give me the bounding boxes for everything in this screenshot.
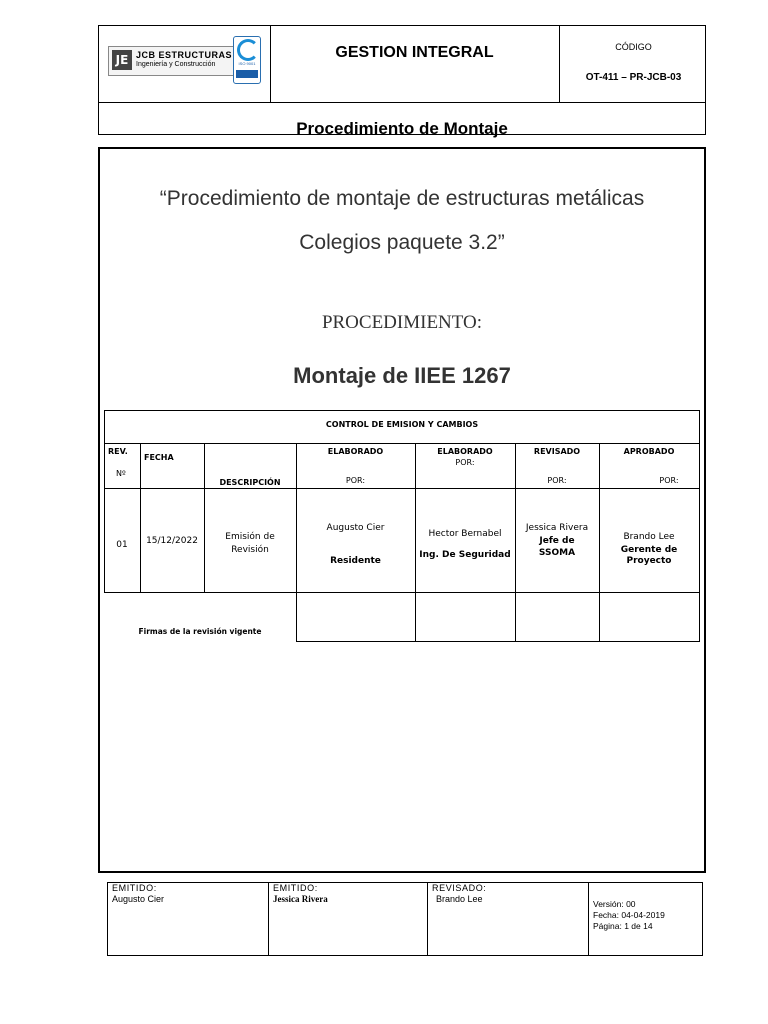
codigo-cell — [559, 26, 707, 102]
footer-revisado — [428, 883, 588, 955]
row-elab2-name: Hector Bernabel — [428, 529, 502, 539]
company-subtitle: Ingeniería y Construcción — [136, 61, 216, 68]
header-top-row — [99, 26, 705, 103]
codigo-label: CÓDIGO — [615, 42, 652, 52]
footer-version-block — [589, 883, 703, 955]
row-rev-name: Jessica Rivera — [525, 523, 589, 533]
footer-version: Versión: 00 — [593, 899, 636, 909]
logo-mark-icon: JE — [112, 50, 132, 70]
row-elab1-name: Augusto Cier — [326, 523, 385, 533]
cover-title-line2: Colegios paquete 3.2” — [299, 231, 505, 254]
footer-emitido-2 — [269, 883, 427, 955]
footer-emitido-1 — [108, 883, 268, 955]
logo-cell — [99, 26, 271, 102]
row-apr-role: Gerente de Proyecto — [620, 545, 678, 566]
row-elab1-role: Residente — [330, 556, 381, 566]
document-footer — [107, 882, 703, 956]
cover-title-line1: “Procedimiento de montaje de estructuras metálicas — [159, 187, 645, 210]
footer-emitido-1-label: EMITIDO: — [112, 883, 157, 893]
header-elaborado-1: ELABORADO — [327, 447, 384, 456]
footer-emitido-2-value: Jessica Rivera — [273, 894, 328, 904]
company-logo — [108, 38, 260, 86]
footer-revisado-label: REVISADO: — [432, 883, 487, 893]
footer-emitido-2-label: EMITIDO: — [273, 883, 318, 893]
header-por-2: POR: — [455, 458, 475, 467]
header-por-4: POR: — [659, 476, 679, 485]
footer-fecha: Fecha: 04-04-2019 — [593, 910, 665, 920]
iso-certification-icon: ISO 9001 — [233, 36, 261, 84]
codigo-value: OT-411 – PR-JCB-03 — [585, 72, 682, 83]
company-name: JCB ESTRUCTURAS — [136, 50, 233, 60]
header-title: GESTION INTEGRAL — [335, 44, 494, 61]
row-descripcion-2: Revisión — [231, 545, 269, 555]
header-descripcion: DESCRIPCIÓN — [219, 478, 281, 487]
header-por-1: POR: — [345, 476, 366, 485]
row-apr-name: Brando Lee — [623, 532, 675, 542]
header-num: Nº — [116, 469, 126, 478]
procedure-label: PROCEDIMIENTO: — [321, 312, 483, 333]
procedure-name: Montaje de IIEE 1267 — [293, 363, 511, 388]
control-table-title: CONTROL DE EMISION Y CAMBIOS — [325, 420, 479, 429]
document-subtitle: Procedimiento de Montaje — [296, 119, 508, 138]
footer-pagina: Página: 1 de 14 — [593, 921, 653, 931]
header-aprobado: APROBADO — [623, 447, 675, 456]
row-rev-role-1: Jefe de — [539, 536, 575, 546]
row-descripcion-1: Emisión de — [225, 532, 275, 542]
row-elab2-role: Ing. De Seguridad — [419, 550, 511, 560]
control-table — [104, 410, 700, 642]
header-elaborado-2: ELABORADO — [437, 447, 493, 456]
footer-revisado-value: Brando Lee — [436, 894, 483, 904]
row-rev: 01 — [116, 540, 128, 550]
footer-emitido-1-value: Augusto Cier — [112, 894, 165, 904]
row-fecha: 15/12/2022 — [146, 536, 198, 546]
header-revisado: REVISADO — [533, 447, 581, 456]
header-por-3: POR: — [547, 476, 567, 485]
row-rev-role-2: SSOMA — [538, 548, 576, 558]
header-fecha: FECHA — [144, 453, 174, 462]
header-rev: REV. — [108, 447, 128, 456]
firmas-label: Firmas de la revisión vigente — [138, 627, 262, 636]
